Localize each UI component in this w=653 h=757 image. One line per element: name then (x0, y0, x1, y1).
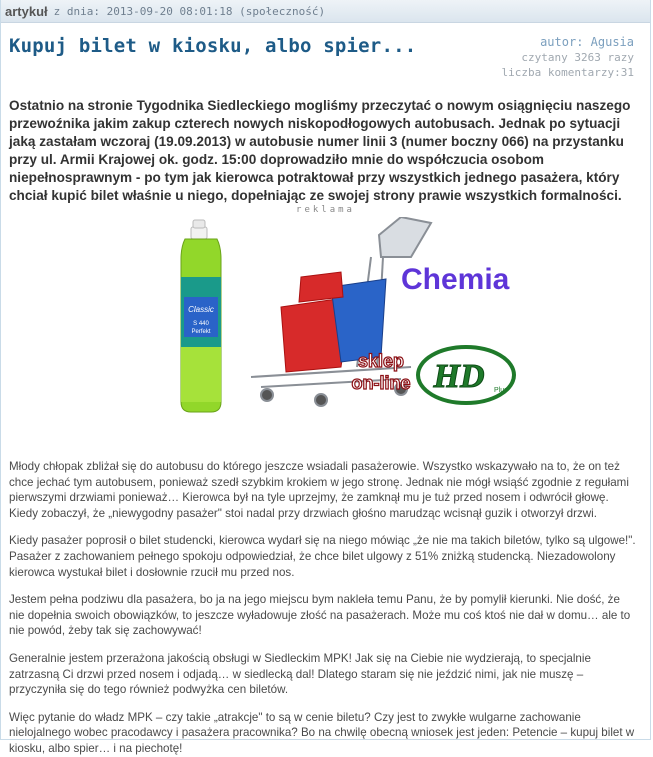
hd-plus-logo (418, 347, 514, 403)
svg-text:Perfekt: Perfekt (191, 329, 211, 335)
ad-shop-line2: on-line (351, 373, 411, 393)
article-paragraph: Kiedy pasażer poprosił o bilet studencki, kierowca wydarł się na niego mówiąc „że nie ma takich biletów, tylko są ulgowe!". Pasażer z zachowaniem pełnego spokoju odpowiedział, że chce bilet ulgowy z 51% zniżką studencką. Niezadowolony kierowca wystukał bilet i dosłownie rzucił mu przed nos. (9, 534, 636, 579)
advertisement-banner[interactable] (171, 217, 531, 437)
title-row (1, 23, 650, 85)
section-label: artykuł (5, 3, 48, 19)
svg-text:Plus: Plus (494, 387, 508, 394)
article-lead: Ostatnio na stronie Tygodnika Siedleckiego mogliśmy przeczytać o nowym osiągnięciu naszego przewoźnika jakim zakup czterech nowych niskopodłogowych autobusach. Jednak po sytuacji jaką zastałam wczoraj (19.09.2013) w autobusie numer linii 3 (numer boczny 066) na przystanku przy ul. Armii Krajowej ok. godz. 15:00 doprowadziło mnie do współczucia osobom niepełnosprawnym - po tym jak kierowca potraktował przy wszystkich jednego pasażera, który chciał kupić bilet właśnie u niego, dopełniając ze swojej strony prawie wszystkich formalności. (9, 98, 631, 203)
article-paragraph: Młody chłopak zbliżał się do autobusu do którego jeszcze wsiadali pasażerowie. Wszystko wskazywało na to, że on też chce jechać tym autobusem, ponieważ szedł szybkim krokiem w jego stronę. Jednak nie mógł wsiąść zgodnie z regułami pierwszymi drzwiami ponieważ… Kierowca był na tyle uprzejmy, że zamknął mu je tuż przed nosem i odwrócił głowę. Kiedy zobaczył, że „niewygodny pasażer" stoi nadal przy drzwiach głośno marudząc wcisnął guzik i otworzył drzwi. (9, 460, 629, 520)
author-link[interactable]: autor: Agusia (540, 35, 634, 49)
svg-text:Classic: Classic (188, 305, 214, 314)
ad-headline: Chemia (401, 263, 510, 296)
article-paragraph: Więc pytanie do władz MPK – czy takie „atrakcje" to są w cenie biletu? Czy jest to zwykłe wulgarne zachowanie nielojalnego wobec pracodawcy i pasażera pracownika? Bo na chwilę obecną wniosek jest jeden: Petencie – kupuj bilet w kiosku, albo spier… i na piechotę! (9, 710, 635, 755)
date-info: z dnia: 2013-09-20 08:01:18 (społeczność) (53, 4, 326, 18)
view-count: czytany 3263 razy (521, 51, 634, 64)
svg-text:S 440: S 440 (193, 321, 209, 327)
article-paragraph: Jestem pełna podziwu dla pasażera, bo ja na jego miejscu bym nakleła temu Panu, że by pomylił kierunki. Nie dość, że nie dopełnia swoich obowiązków, to jeszcze wyładowuje złość na pasażerach. Może mu coś ktoś nie dał w domu… ale to nie powód, żeby tak się zachowywać! (9, 593, 631, 638)
article-header-bar (1, 0, 650, 23)
comment-count[interactable]: liczba komentarzy:31 (501, 66, 634, 79)
cleaning-bottle-image (181, 220, 221, 412)
svg-text:HD: HD (433, 358, 485, 395)
ad-image (171, 217, 531, 437)
ad-label: reklama (296, 205, 355, 215)
article-title[interactable]: Kupuj bilet w kiosku, albo spier... (9, 35, 417, 57)
article-meta (502, 35, 634, 80)
ad-shop-line1: sklep (357, 351, 405, 371)
article-body (9, 459, 638, 757)
article-paragraph: Generalnie jestem przerażona jakością obsługi w Siedleckim MPK! Jak się na Ciebie nie wydzierają, to specjalnie zatrzasną Ci drzwi przed nosem i odjadą… w siedlecką dal! Dlatego staram się nie jeździć nimi, jak nie muszę – przyczyniła się do tego również podwyżka cen biletów. (9, 651, 591, 697)
